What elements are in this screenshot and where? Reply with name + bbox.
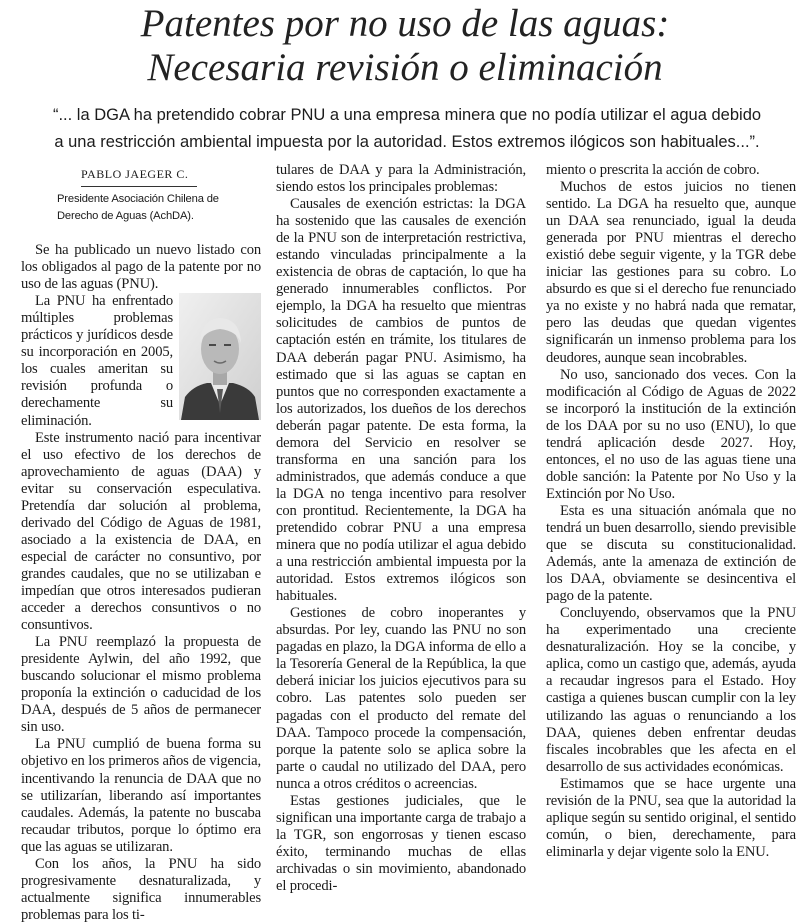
paragraph: Gestiones de cobro inoperantes y absurdas. Por ley, cuando las PNU no son pagadas en plazo, la DGA informa de ello a la Tesorería General de la República, la que deberá iniciar los juicios ejecutivos para su cobro. Las patentes solo pueden ser pagadas con el producto del remate del DAA. Tampoco procede la compensación, porque la patente solo se aplica sobre la parte o caudal no utilizado del DAA, pero nunca a otros créditos o acreencias.: [276, 605, 526, 792]
author-affiliation: Presidente Asociación Chilena de Derecho de Aguas (AchDA).: [57, 193, 219, 223]
paragraph: Muchos de estos juicios no tienen sentido. La DGA ha resuelto que, aunque un DAA sea renunciado, igual la deuda generada por PNU mientras el derecho existió debe seguir vigente, y la TGR debe iniciar las gestiones para su cobro. Lo absurdo es que si el derecho fue renunciado ya no existe y no habrá nada que rematar, pero las deudas que quedan vigentes significarán un inmenso problema para los deudores, aunque sean incobrables.: [546, 179, 796, 366]
author-divider: [81, 186, 197, 187]
paragraph: Este instrumento nació para incentivar el uso efectivo de los derechos de aprovechamiento de aguas (DAA) y evitar su conservación especulativa. Pretendía dar solución al problema, derivado del Código de Aguas de 1981, asociado a la existencia de DAA, en especial de carácter no consuntivo, por grandes caudales, que no se utilizaban e impedían que otros interesados pudieran acceder a derechos consuntivos o no consuntivos.: [21, 429, 261, 634]
headline-line-1: Patentes por no uso de las aguas:: [140, 2, 670, 45]
paragraph: Concluyendo, observamos que la PNU ha experimentado una creciente desnaturalización. Hoy se la concibe, y aplica, como un castigo que, además, ayuda a recaudar ingresos para el Estado. Hoy castiga a quienes buscan cumplir con la ley utilizando las aguas o renunciando a los DAA, quienes deben enfrentar deudas fiscales incobrables que les afecta en el desarrollo de sus actividades económicas.: [546, 605, 796, 775]
paragraph: Estas gestiones judiciales, que le significan una importante carga de trabajo a la TGR, son engorrosas y tienen escaso éxito, terminando muchas de ellas archivadas o sin movimiento, abandonado el procedi-: [276, 792, 526, 894]
pull-quote: [22, 102, 792, 156]
paragraph: La PNU cumplió de buena forma su objetivo en los primeros años de vigencia, incentivando la renuncia de DAA que no se utilizarían, liberando así importantes caudales. Además, la patente no buscaba recaudar tributos, porque lo óptimo era que las aguas se utilizaran.: [21, 736, 261, 855]
paragraph: tulares de DAA y para la Administración, siendo estos los principales problemas:: [276, 162, 526, 196]
pull-quote-line-2: a una restricción ambiental impuesta por la autoridad. Estos extremos ilógicos son habituales...”.: [54, 133, 760, 151]
headline: [0, 2, 810, 90]
paragraph: No uso, sancionado dos veces. Con la modificación al Código de Aguas de 2022 se incorporó la institución de la extinción de los DAA por su no uso (ENU), lo que tendrá aplicación desde 2027. Hoy, entonces, el no uso de las aguas tiene una doble sanción: la Patente por No Uso y la Extinción por No Uso.: [546, 366, 796, 502]
headline-line-2: Necesaria revisión o eliminación: [147, 46, 663, 89]
paragraph: Se ha publicado un nuevo listado con los obligados al pago de la patente por no uso de las aguas (PNU).: [21, 242, 261, 293]
paragraph: Con los años, la PNU ha sido progresivamente desnaturalizada, y actualmente significa innumerables problemas para los ti-: [21, 855, 261, 923]
article-column-2: [276, 162, 526, 895]
paragraph: Esta es una situación anómala que no tendrá un buen desarrollo, siendo previsible que se discuta su constitucionalidad. Además, ante la amenaza de extinción de los DAA, obviamente se desincentiva el pago de la patente.: [546, 502, 796, 605]
paragraph: La PNU ha enfrentado múltiples problemas prácticos y jurídicos desde su incorporación en 2005, los cuales ameritan su revisión profunda o derechamente su eliminación.: [21, 293, 173, 429]
pull-quote-line-1: “... la DGA ha pretendido cobrar PNU a una empresa minera que no podía utilizar el agua debido: [52, 106, 762, 124]
article-column-3: [546, 162, 796, 861]
paragraph: Estimamos que se hace urgente una revisión de la PNU, sea que la autoridad la aplique según su sentido original, el sentido común, o bien, derechamente, para eliminarla y dejar vigente solo la ENU.: [546, 775, 796, 860]
paragraph: Causales de exención estrictas: la DGA ha sostenido que las causales de exención de la PNU son de interpretación restrictiva, estando vinculadas principalmente a la existencia de obras de captación, lo que ha generado innumerables conflictos. Por ejemplo, la DGA ha resuelto que mientras solicitudes de cambios de puntos de captación estén en trámite, los titulares de DAA deberán pagar PNU. Asimismo, ha estimado que si las aguas se captan en puntos que no corresponden exactamente a los autorizados, los dueños de los derechos deberán pagar patente. De esta forma, la demora del Servicio en resolver se transforma en una sanción para los administrados, que además conduce a que la DGA no tenga incentivo para resolver con prontitud. Recientemente, la DGA ha pretendido cobrar PNU a una empresa minera que no podía utilizar el agua debido a una restricción ambiental impuesta por la autoridad. Estos extremos ilógicos son habituales.: [276, 196, 526, 605]
paragraph: miento o prescrita la acción de cobro.: [546, 162, 760, 178]
author-name: PABLO JAEGER C.: [81, 167, 189, 181]
paragraph: La PNU reemplazó la propuesta de presidente Aylwin, del año 1992, que buscando solucionar el mismo problema proponía la extinción o caducidad de los DAA, después de 5 años de permanecer sin uso.: [21, 634, 261, 736]
article-column-1: [21, 162, 261, 924]
author-photo: [179, 293, 261, 420]
